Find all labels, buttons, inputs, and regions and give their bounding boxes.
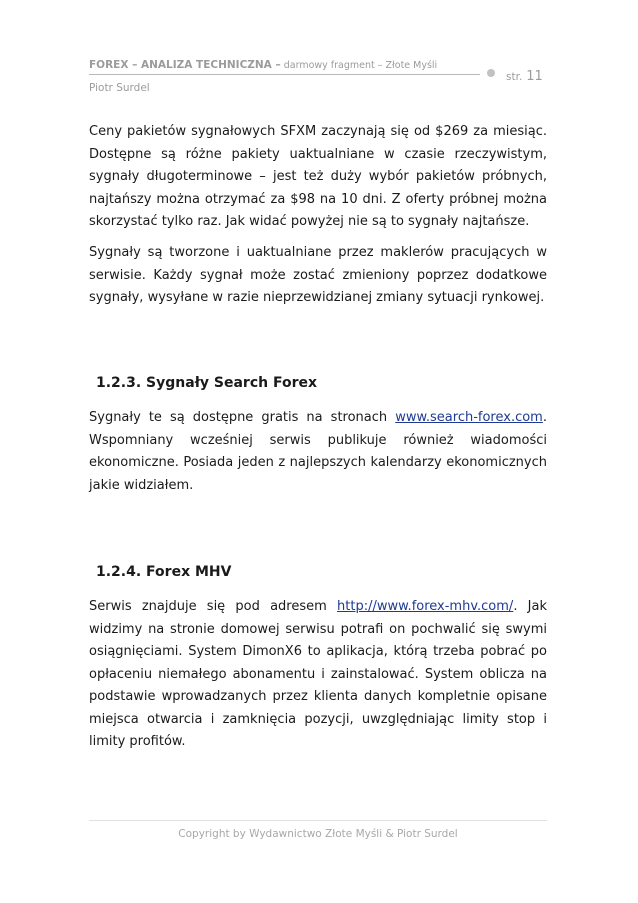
paragraph-sfxm-signals: Sygnały są tworzone i uaktualniane przez maklerów pracujących w serwisie. Każdy sygnał może zostać zmieniony poprzez dodatkowe sygnały, wysyłane w razie nieprzewidzianej zmiany sytuacji rynkowej. <box>89 245 547 305</box>
section-heading-forex-mhv: 1.2.4. Forex MHV <box>96 564 232 580</box>
bullet-icon <box>487 69 495 77</box>
header-title-main: FOREX – ANALIZA TECHNICZNA – <box>89 59 281 71</box>
header-title-subtitle: darmowy fragment – Złote Myśli <box>280 60 438 71</box>
paragraph-text: Sygnały te są dostępne gratis na stronach <box>89 410 396 425</box>
footer-copyright: Copyright by Wydawnictwo Złote Myśli & Piotr Surdel <box>178 828 458 840</box>
page-number-value: 11 <box>526 69 543 84</box>
header-author: Piotr Surdel <box>89 82 150 94</box>
paragraph-search-forex <box>89 407 547 497</box>
paragraph-text: . Wspomniany wcześniej serwis publikuje również wiadomości ekonomiczne. Posiada jeden z najlepszych kalendarzy ekonomicznych jakie widziałem. <box>89 410 547 493</box>
paragraph-text: Serwis znajduje się pod adresem <box>89 599 338 614</box>
header-book-title <box>89 59 437 71</box>
paragraph-forex-mhv <box>89 596 547 754</box>
footer-divider <box>89 820 547 821</box>
forex-mhv-link[interactable]: http://www.forex-mhv.com/ <box>337 599 514 614</box>
header-divider <box>89 74 480 75</box>
page-number-label: str. <box>506 71 523 83</box>
page-number <box>506 65 543 84</box>
search-forex-link[interactable]: www.search-forex.com <box>395 410 543 425</box>
paragraph-text: . Jak widzimy na stronie domowej serwisu potrafi on pochwalić się swymi osiągnięciami. System DimonX6 to aplikacja, którą trzeba pobrać po opłaceniu niemałego abonamentu i zainstalować. System oblicza na podstawie wprowadzanych przez klienta danych kompletnie opisane miejsca otwarcia i zamknięcia pozycji, uwzględniając limity stop i limity profitów. <box>89 599 547 749</box>
paragraph-sfxm-prices: Ceny pakietów sygnałowych SFXM zaczynają się od $269 za miesiąc. Dostępne są różne pakiety uaktualniane w czasie rzeczywistym, sygnały długoterminowe – jest też duży wybór pakietów próbnych, najtańszy można otrzymać za $98 na 10 dni. Z oferty próbnej można skorzystać tylko raz. Jak widać powyżej nie są to sygnały najtańsze. <box>89 124 547 229</box>
section-heading-search-forex: 1.2.3. Sygnały Search Forex <box>96 375 318 391</box>
